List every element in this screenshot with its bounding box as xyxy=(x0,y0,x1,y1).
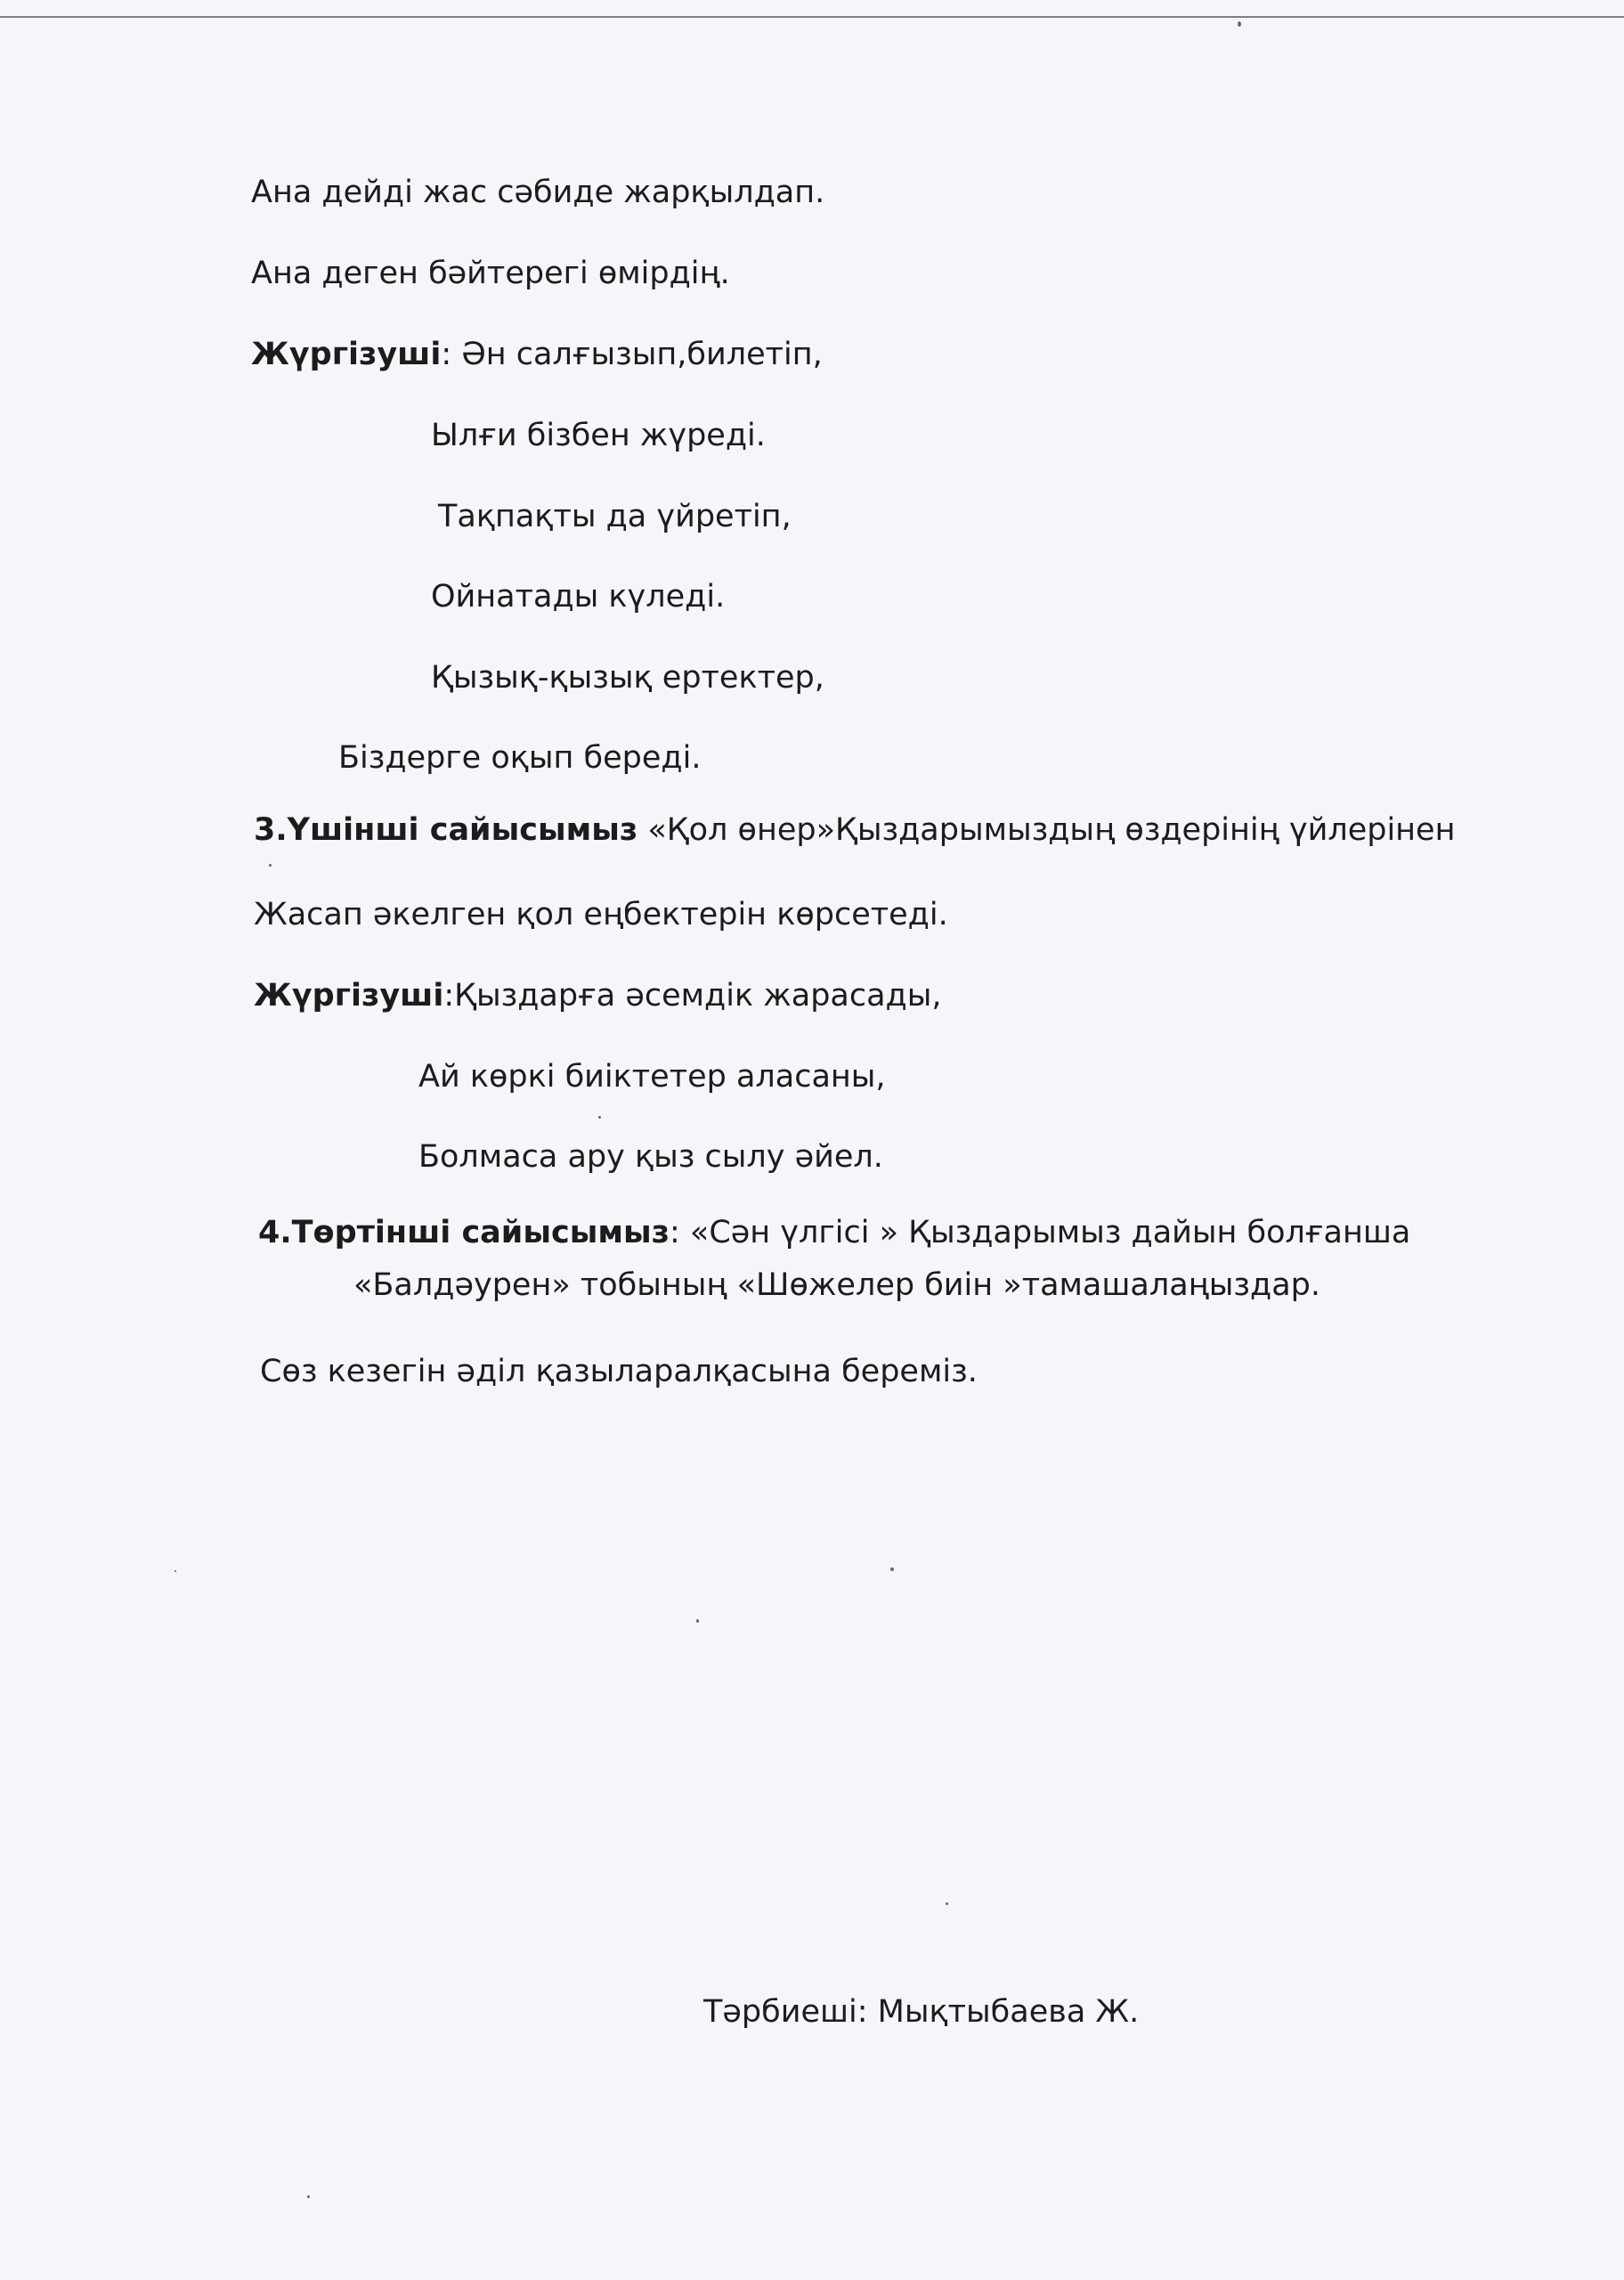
line-text: Ойнатады күледі. xyxy=(431,579,726,615)
line-text: Тақпақты да үйретіп, xyxy=(438,499,792,534)
poem-line-7 xyxy=(338,738,701,778)
speaker-label: Жүргізуші xyxy=(251,337,442,372)
line-text: Қызық-қызық ертектер, xyxy=(431,660,824,696)
poem-line-5 xyxy=(431,577,725,616)
scan-speck xyxy=(696,1619,699,1623)
line-text: Жасап әкелген қол еңбектерін көрсетеді. xyxy=(254,897,948,932)
scan-speck xyxy=(307,2195,310,2198)
line-text: : Ән салғызып,билетіп, xyxy=(441,337,823,372)
scan-speck xyxy=(175,1570,176,1572)
contest-3-description xyxy=(254,895,948,934)
scan-speck xyxy=(598,1116,601,1119)
poem-line-2 xyxy=(251,254,730,293)
poem-line-1 xyxy=(251,173,824,212)
contest-label: 3.Үшінші сайысымыз xyxy=(254,812,638,848)
closing-line xyxy=(260,1352,978,1391)
contest-4-description xyxy=(353,1266,1320,1305)
line-text: Ана деген бәйтерегі өмірдің. xyxy=(251,256,730,291)
presenter-line-1 xyxy=(251,335,823,374)
line-text: Ана дейді жас сәбиде жарқылдап. xyxy=(251,175,825,210)
poem-line-9 xyxy=(418,1137,883,1177)
line-text: «Қол өнер»Қыздарымыздың өздерінің үйлерінен xyxy=(637,812,1456,848)
scan-speck xyxy=(1238,21,1241,27)
speaker-label: Жүргізуші xyxy=(254,978,444,1014)
line-text: :Қыздарға әсемдік жарасады, xyxy=(443,978,942,1014)
poem-line-3 xyxy=(431,416,766,455)
poem-line-6 xyxy=(431,658,824,697)
line-text: Болмаса ару қыз сылу әйел. xyxy=(418,1139,883,1175)
line-text: «Балдәурен» тобының «Шөжелер биін »тамашалаңыздар. xyxy=(353,1267,1321,1303)
presenter-line-2 xyxy=(254,976,942,1015)
line-text: Ай көркі биіктетер аласаны, xyxy=(418,1059,886,1095)
scan-speck xyxy=(269,864,272,867)
line-text: Ылғи бізбен жүреді. xyxy=(431,418,766,453)
line-text: Біздерге оқып береді. xyxy=(338,740,702,776)
scan-speck xyxy=(890,1568,894,1571)
line-text: : «Сән үлгісі » Қыздарымыз дайын болғанша xyxy=(669,1215,1411,1250)
scan-speck xyxy=(946,1902,948,1905)
line-text: Сөз кезегін әділ қазыларалқасына береміз. xyxy=(260,1354,978,1389)
signature-line xyxy=(703,1992,1139,2032)
contest-label: 4.Төртінші сайысымыз xyxy=(258,1215,670,1250)
signature-text: Тәрбиеші: Мықтыбаева Ж. xyxy=(703,1994,1140,2030)
contest-3-heading xyxy=(254,810,1455,850)
poem-line-4 xyxy=(438,497,792,536)
poem-line-8 xyxy=(418,1057,886,1096)
scan-edge-line xyxy=(0,16,1624,18)
contest-4-heading xyxy=(258,1213,1410,1252)
